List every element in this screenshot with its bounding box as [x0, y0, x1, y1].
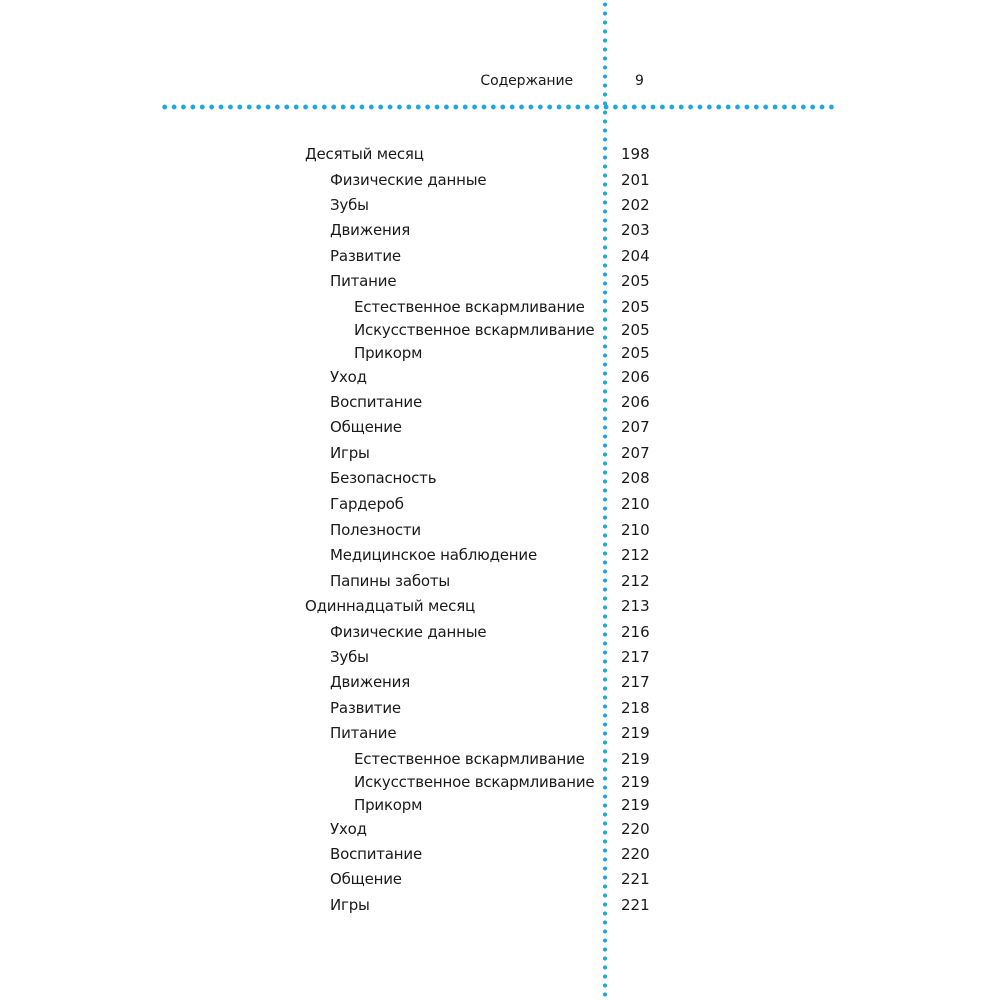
running-header-page-number: 9 — [635, 73, 644, 89]
toc-entry-page-number: 217 — [621, 648, 650, 666]
toc-entry-label: Физические данные — [330, 623, 487, 641]
toc-entry-page-number: 216 — [621, 623, 650, 641]
toc-entry-page-number: 218 — [621, 699, 650, 717]
toc-entry — [0, 570, 1000, 592]
toc-entry-label: Десятый месяц — [305, 145, 424, 163]
toc-entry-page-number: 221 — [621, 896, 650, 914]
toc-entry-page-number: 206 — [621, 368, 650, 386]
toc-entry-page-number: 204 — [621, 247, 650, 265]
toc-entry-label: Движения — [330, 673, 411, 691]
horizontal-dotted-divider — [160, 104, 838, 110]
toc-entry-page-number: 205 — [621, 298, 650, 316]
toc-entry-page-number: 221 — [621, 870, 650, 888]
toc-entry — [0, 748, 1000, 770]
toc-entry-page-number: 212 — [621, 546, 650, 564]
toc-entry — [0, 894, 1000, 916]
toc-entry-label: Воспитание — [330, 845, 422, 863]
toc-entry — [0, 722, 1000, 744]
toc-entry — [0, 868, 1000, 890]
toc-entry-page-number: 220 — [621, 820, 650, 838]
toc-entry-page-number: 219 — [621, 724, 650, 742]
running-header-title: Содержание — [480, 73, 573, 89]
toc-entry — [0, 366, 1000, 388]
toc-entry-page-number: 220 — [621, 845, 650, 863]
toc-entry — [0, 169, 1000, 191]
toc-entry — [0, 843, 1000, 865]
toc-entry-label: Развитие — [330, 699, 401, 717]
toc-entry-page-number: 219 — [621, 796, 650, 814]
toc-entry-label: Игры — [330, 896, 370, 914]
toc-entry — [0, 818, 1000, 840]
toc-entry-page-number: 208 — [621, 469, 650, 487]
toc-entry-label: Естественное вскармливание — [354, 298, 585, 316]
toc-entry — [0, 194, 1000, 216]
toc-entry — [0, 646, 1000, 668]
toc-entry — [0, 544, 1000, 566]
toc-entry — [0, 219, 1000, 241]
toc-entry-label: Питание — [330, 724, 397, 742]
toc-entry-page-number: 198 — [621, 145, 650, 163]
toc-entry-label: Уход — [330, 368, 367, 386]
toc-entry-label: Зубы — [330, 196, 369, 214]
toc-entry-page-number: 205 — [621, 272, 650, 290]
toc-entry-label: Движения — [330, 221, 411, 239]
toc-entry — [0, 671, 1000, 693]
toc-entry — [0, 391, 1000, 413]
toc-entry-page-number: 219 — [621, 773, 650, 791]
toc-entry-page-number: 205 — [621, 321, 650, 339]
toc-entry-label: Прикорм — [354, 344, 423, 362]
toc-entry — [0, 319, 1000, 341]
toc-entry-label: Воспитание — [330, 393, 422, 411]
toc-entry — [0, 697, 1000, 719]
toc-entry-label: Общение — [330, 418, 402, 436]
toc-entry — [0, 519, 1000, 541]
toc-entry-label: Развитие — [330, 247, 401, 265]
toc-entry-page-number: 203 — [621, 221, 650, 239]
toc-entry — [0, 621, 1000, 643]
toc-entry-label: Папины заботы — [330, 572, 451, 590]
toc-entry-label: Питание — [330, 272, 397, 290]
toc-entry — [0, 493, 1000, 515]
toc-entry — [0, 270, 1000, 292]
toc-entry-label: Общение — [330, 870, 402, 888]
toc-entry — [0, 771, 1000, 793]
toc-entry-label: Уход — [330, 820, 367, 838]
toc-entry-page-number: 201 — [621, 171, 650, 189]
toc-entry — [0, 296, 1000, 318]
toc-entry-page-number: 207 — [621, 444, 650, 462]
toc-entry-page-number: 210 — [621, 521, 650, 539]
toc-entry-label: Прикорм — [354, 796, 423, 814]
toc-entry-label: Искусственное вскармливание — [354, 321, 595, 339]
toc-entry-label: Игры — [330, 444, 370, 462]
toc-entry — [0, 442, 1000, 464]
toc-entry-label: Искусственное вскармливание — [354, 773, 595, 791]
toc-entry-page-number: 212 — [621, 572, 650, 590]
toc-entry-label: Полезности — [330, 521, 421, 539]
toc-entry — [0, 595, 1000, 617]
toc-entry-page-number: 202 — [621, 196, 650, 214]
toc-entry-page-number: 219 — [621, 750, 650, 768]
toc-entry — [0, 467, 1000, 489]
toc-entry-page-number: 206 — [621, 393, 650, 411]
toc-entry — [0, 342, 1000, 364]
toc-entry — [0, 245, 1000, 267]
toc-entry-label: Естественное вскармливание — [354, 750, 585, 768]
toc-entry — [0, 794, 1000, 816]
toc-entry-label: Безопасность — [330, 469, 437, 487]
toc-entry-label: Медицинское наблюдение — [330, 546, 537, 564]
toc-entry-page-number: 207 — [621, 418, 650, 436]
toc-entry-label: Физические данные — [330, 171, 487, 189]
toc-entry-page-number: 210 — [621, 495, 650, 513]
toc-entry — [0, 416, 1000, 438]
toc-entry-label: Одиннадцатый месяц — [305, 597, 476, 615]
toc-entry-page-number: 205 — [621, 344, 650, 362]
toc-entry-label: Зубы — [330, 648, 369, 666]
toc-entry-page-number: 217 — [621, 673, 650, 691]
toc-entry — [0, 143, 1000, 165]
toc-entry-page-number: 213 — [621, 597, 650, 615]
toc-entry-label: Гардероб — [330, 495, 404, 513]
